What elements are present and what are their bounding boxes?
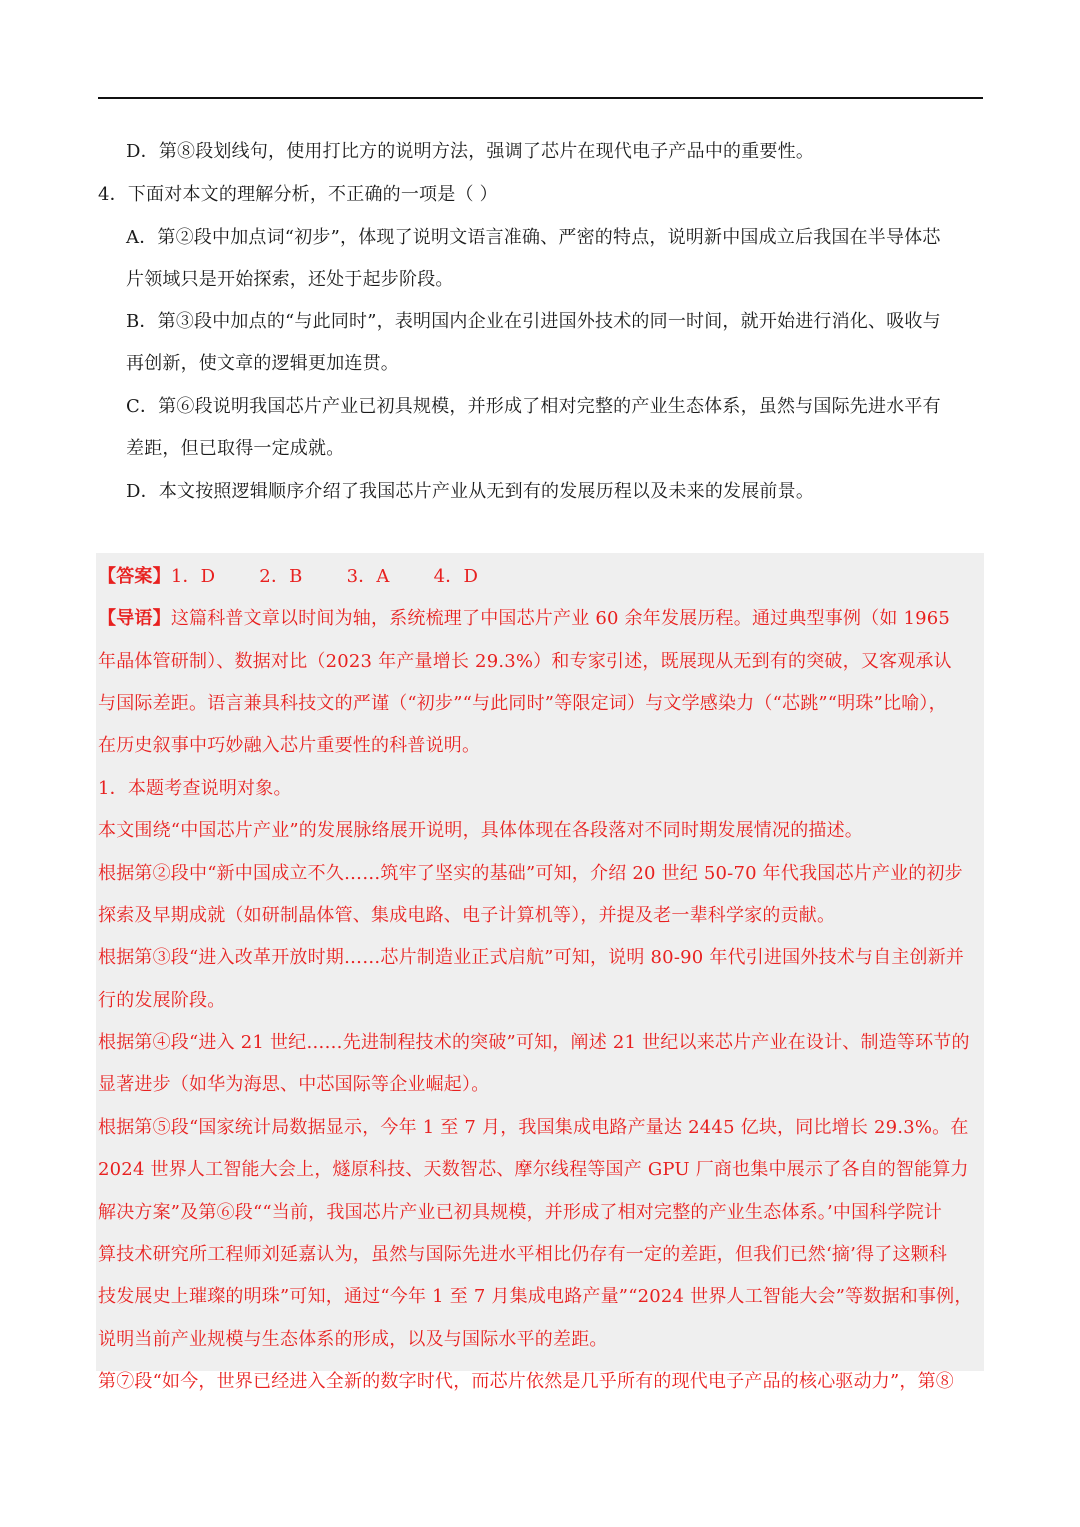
analysis-line: 本文围绕“中国芯片产业”的发展脉络展开说明，具体体现在各段落对不同时期发展情况的描述。 bbox=[98, 820, 863, 841]
q4-option-b-line1: B．第③段中加点的“与此同时”，表明国内企业在引进国外技术的同一时间，就开始进行消化、吸收与 bbox=[126, 311, 941, 332]
guide-line-4: 在历史叙事中巧妙融入芯片重要性的科普说明。 bbox=[98, 735, 481, 756]
analysis-line: 显著进步（如华为海思、中芯国际等企业崛起）。 bbox=[98, 1074, 490, 1095]
analysis-line: 算技术研究所工程师刘延嘉认为，虽然与国际先进水平相比仍存有一定的差距，但我们已然‘摘’得了这颗科 bbox=[98, 1244, 948, 1265]
analysis-line: 行的发展阶段。 bbox=[98, 990, 226, 1011]
header-rule bbox=[98, 97, 983, 99]
analysis-line: 根据第⑤段“国家统计局数据显示，今年 1 至 7 月，我国集成电路产量达 2445 亿块，同比增长 29.3%。在 bbox=[98, 1117, 969, 1138]
answer-line bbox=[98, 565, 522, 589]
answer-label: 【答案】 bbox=[98, 566, 171, 587]
answer-item: 3．A bbox=[346, 566, 390, 587]
analysis-line: 第⑦段“如今，世界已经进入全新的数字时代，而芯片依然是几乎所有的现代电子产品的核心驱动力”，第⑧ bbox=[98, 1371, 954, 1392]
guide-line-1: 【导语】这篇科普文章以时间为轴，系统梳理了中国芯片产业 60 余年发展历程。通过典型事例（如 1965 bbox=[98, 608, 951, 629]
analysis-line: 1．本题考查说明对象。 bbox=[98, 778, 292, 799]
analysis-line: 探索及早期成就（如研制晶体管、集成电路、电子计算机等），并提及老一辈科学家的贡献。 bbox=[98, 905, 836, 926]
analysis-line: 根据第③段“进入改革开放时期……芯片制造业正式启航”可知，说明 80-90 年代引进国外技术与自主创新并 bbox=[98, 947, 965, 968]
analysis-line: 根据第④段“进入 21 世纪……先进制程技术的突破”可知，阐述 21 世纪以来芯片产业在设计、制造等环节的 bbox=[98, 1032, 970, 1053]
q4-stem: 4．下面对本文的理解分析，不正确的一项是（ ） bbox=[98, 184, 498, 205]
analysis-line: 说明当前产业规模与生态体系的形成，以及与国际水平的差距。 bbox=[98, 1329, 608, 1350]
q4-option-c-line1: C．第⑥段说明我国芯片产业已初具规模，并形成了相对完整的产业生态体系，虽然与国际先进水平有 bbox=[126, 396, 941, 417]
analysis-line: 根据第②段中“新中国成立不久……筑牢了坚实的基础”可知，介绍 20 世纪 50-70 年代我国芯片产业的初步 bbox=[98, 863, 963, 884]
guide-label: 【导语】 bbox=[98, 608, 171, 629]
answer-item: 4．D bbox=[433, 566, 479, 587]
q4-option-b-line2: 再创新，使文章的逻辑更加连贯。 bbox=[126, 353, 399, 374]
q4-option-c-line2: 差距，但已取得一定成就。 bbox=[126, 438, 345, 459]
q3-option-d: D．第⑧段划线句，使用打比方的说明方法，强调了芯片在现代电子产品中的重要性。 bbox=[126, 141, 815, 162]
analysis-line: 技发展史上璀璨的明珠”可知，通过“今年 1 至 7 月集成电路产量”“2024 世界人工智能大会”等数据和事例， bbox=[98, 1286, 973, 1307]
analysis-line: 解决方案”及第⑥段““当前，我国芯片产业已初具规模，并形成了相对完整的产业生态体系。’中国科学院计 bbox=[98, 1202, 943, 1223]
guide-line-2: 年晶体管研制）、数据对比（2023 年产量增长 29.3%）和专家引述，既展现从无到有的突破，又客观承认 bbox=[98, 651, 952, 672]
q4-option-a-line2: 片领域只是开始探索，还处于起步阶段。 bbox=[126, 269, 454, 290]
answer-item: 1．D bbox=[170, 566, 216, 587]
q4-option-a-line1: A．第②段中加点词“初步”，体现了说明文语言准确、严密的特点，说明新中国成立后我国在半导体芯 bbox=[126, 227, 941, 248]
guide-line-3: 与国际差距。语言兼具科技文的严谨（“初步”“与此同时”等限定词）与文学感染力（“芯跳”“明珠”比喻）， bbox=[98, 693, 947, 714]
answer-item: 2．B bbox=[259, 566, 303, 587]
analysis-line: 2024 世界人工智能大会上，燧原科技、天数智芯、摩尔线程等国产 GPU 厂商也集中展示了各自的智能算力 bbox=[98, 1159, 969, 1180]
q4-option-d: D．本文按照逻辑顺序介绍了我国芯片产业从无到有的发展历程以及未来的发展前景。 bbox=[126, 481, 815, 502]
